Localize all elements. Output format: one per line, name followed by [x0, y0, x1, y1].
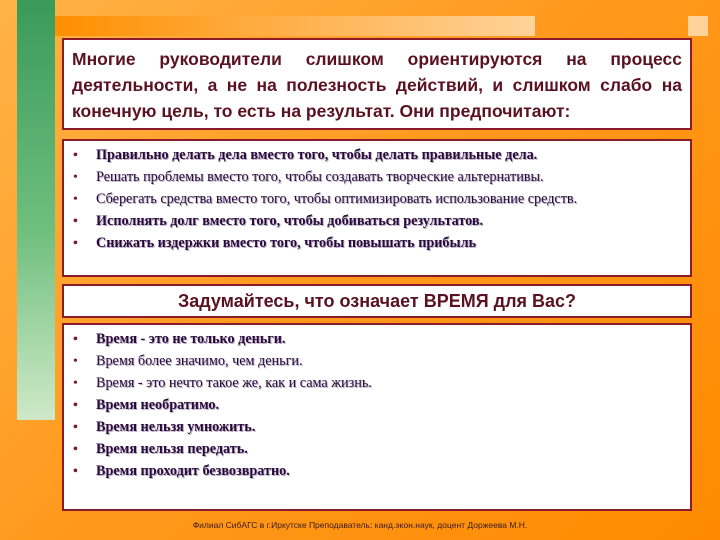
list-item-text: Время нельзя умножить. [96, 419, 256, 435]
list-item-text: Снижать издержки вместо того, чтобы повышать прибыль [96, 235, 477, 251]
list-item-text: Время - это нечто такое же, как и сама жизнь. [96, 375, 372, 391]
list-item [70, 191, 680, 208]
decorative-green-bar [17, 0, 55, 420]
bullet-icon: • [73, 236, 78, 251]
question-heading: Задумайтесь, что означает ВРЕМЯ для Вас? [177, 291, 577, 311]
bullet-icon: • [73, 420, 78, 435]
list-item-text: Время нельзя передать. [96, 441, 248, 457]
list-item [70, 353, 680, 370]
decorative-orange-bar [55, 16, 535, 36]
list-item-text: Время проходит безвозвратно. [96, 463, 290, 479]
list-item-text: Время более значимо, чем деньги. [96, 353, 303, 369]
list-item [70, 463, 680, 480]
list-item [70, 213, 680, 230]
slide-title: Многие руководители слишком ориентируются на процесс деятельности, а не на полезность действий, и слишком слабо на конечную цель, то есть на результат. Они предпочитают: [72, 49, 682, 121]
list-item-text: Время необратимо. [96, 397, 220, 413]
list-item [70, 397, 680, 414]
bullet-icon: • [73, 214, 78, 229]
list-item [70, 375, 680, 392]
bullet-icon: • [73, 192, 78, 207]
title-box [62, 38, 692, 130]
list-item [70, 441, 680, 458]
list-item-text: Правильно делать дела вместо того, чтобы делать правильные дела. [96, 147, 538, 163]
list-item-text: Время - это не только деньги. [96, 331, 286, 347]
bullet-icon: • [73, 354, 78, 369]
list-item-text: Решать проблемы вместо того, чтобы создавать творческие альтернативы. [96, 169, 544, 185]
time-list [70, 331, 680, 480]
bullet-icon: • [73, 332, 78, 347]
bullet-icon: • [73, 398, 78, 413]
list-item [70, 235, 680, 252]
list-item [70, 419, 680, 436]
bullet-icon: • [73, 170, 78, 185]
list-item [70, 147, 680, 164]
list-item-text: Исполнять долг вместо того, чтобы добиваться результатов. [96, 213, 484, 229]
bullet-icon: • [73, 442, 78, 457]
bullet-icon: • [73, 148, 78, 163]
bullet-icon: • [73, 464, 78, 479]
question-box [62, 284, 692, 318]
preferences-list-box [62, 139, 692, 277]
time-list-box [62, 323, 692, 511]
list-item-text: Сберегать средства вместо того, чтобы оптимизировать использование средств. [96, 191, 578, 207]
footer-credit: Филиал СибАГС в г.Иркутске Преподаватель: канд.экон.наук, доцент Доржеева М.Н. [192, 520, 528, 530]
bullet-icon: • [73, 376, 78, 391]
list-item [70, 331, 680, 348]
decorative-square [688, 16, 708, 36]
preferences-list [70, 147, 680, 252]
list-item [70, 169, 680, 186]
